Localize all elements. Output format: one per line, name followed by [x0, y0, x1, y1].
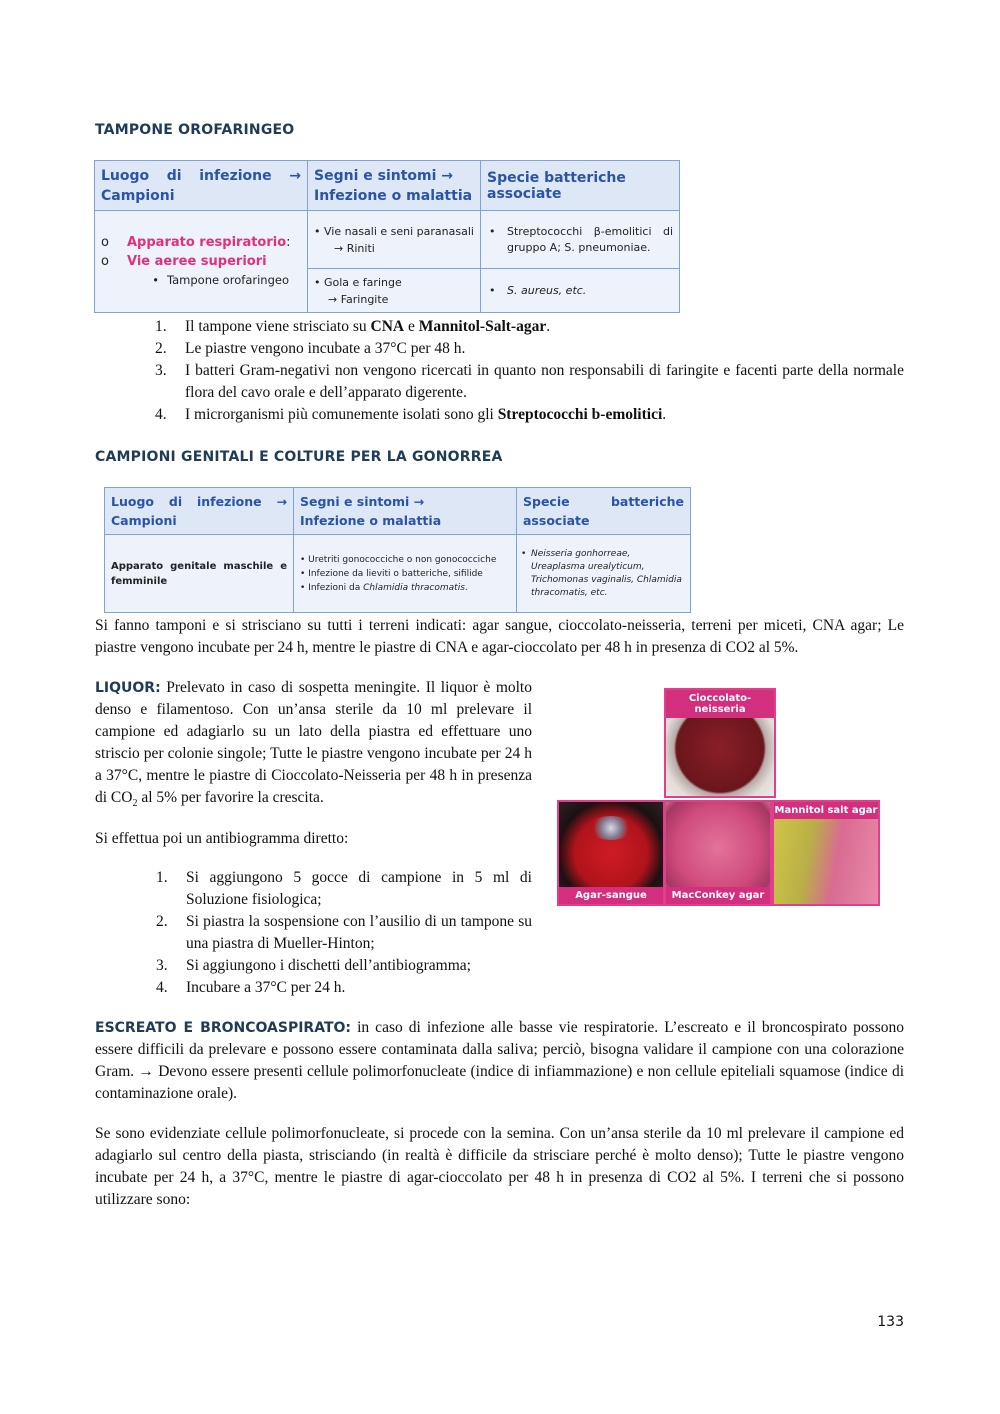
section-heading-genitali: CAMPIONI GENITALI E COLTURE PER LA GONORREA [95, 449, 503, 465]
list-item: 3. I batteri Gram-negativi non vengono ricercati in quanto non responsabili di faringite e facenti parte della normale flora del cavo orale e dell’apparato digerente. [155, 362, 904, 401]
table-header-luogo: Luogo di infezione → Campioni [95, 161, 308, 211]
plate-agar-sangue: Agar-sangue [557, 800, 665, 906]
list-item: 1. Si aggiungono 5 gocce di campione in 5 ml di Soluzione fisiologica; [156, 869, 532, 908]
table-header-luogo: Luogo di infezione → Campioni [105, 488, 294, 535]
table-header-segni: Segni e sintomi → Infezione o malattia [308, 161, 481, 211]
table-cell-species1: • Streptococchi β-emolitici di gruppo A; S. pneumoniae. [481, 211, 680, 269]
plate-macconkey: MacConkey agar [664, 800, 772, 906]
paragraph-semina: Se sono evidenziate cellule polimorfonucleate, si procede con la semina. Con un’ansa sterile da 10 ml prelevare il campione ed adagiarlo sul centro della piasta, strisciando (in realtà è difficile da strisciare perché è molto denso); Tutte le piastre vengono incubate per 24 h, a 37°C, mentre le piastre di agar-cioccolato per 48 h in presenza di CO2 al 5%. I terreni che si possono utilizzare sono: [95, 1125, 904, 1208]
steps-list-tampone [155, 316, 904, 426]
section-heading-tampone: TAMPONE OROFARINGEO [95, 122, 295, 138]
plate-mannitol-salt: Mannitol salt agar [772, 800, 880, 906]
paragraph-antibiogramma-intro: Si effettua poi un antibiogramma diretto: [95, 830, 349, 847]
list-item: 4. Incubare a 37°C per 24 h. [156, 979, 346, 996]
section-heading-liquor: LIQUOR: [95, 680, 161, 696]
table-header-specie: Specie batteriche associate [481, 161, 680, 211]
paragraph-escreato: ESCREATO E BRONCOASPIRATO: in caso di infezione alle basse vie respiratorie. L’escreato e il broncospirato possono essere difficili da prelevare e possono essere contaminata dalla saliva; perciò, bisogna validare il campione con una colorazione Gram. → Devono essere presenti cellule polimorfonucleate (indice di infiammazione) e non cellule epiteliali squamose (indice di contaminazione orale). [95, 1019, 904, 1102]
table-orofaringeo [94, 160, 680, 313]
table-header-segni: Segni e sintomi → Infezione o malattia [294, 488, 517, 535]
list-item: 2. Le piastre vengono incubate a 37°C per 48 h. [155, 340, 466, 357]
plate-cioccolato-neisseria: Cioccolato-neisseria [664, 688, 776, 798]
page-number: 133 [877, 1314, 904, 1330]
table-cell-species: • Neisseria gonhorreae, Ureaplasma urealyticum, Trichomonas vaginalis, Chlamidia thracomatis, etc. [517, 535, 691, 613]
table-header-specie: Specie batteriche associate [517, 488, 691, 535]
table-cell-signs: • Uretriti gonococciche o non gonococciche • Infezione da lieviti o batteriche, sifilide • Infezioni da Chlamidia thracomatis. [294, 535, 517, 613]
list-item: 4. I microrganismi più comunemente isolati sono gli Streptococchi b-emolitici. [155, 406, 667, 423]
table-cell-sign2: • Gola e faringe → Faringite [308, 269, 481, 313]
list-item: 1. Il tampone viene strisciato su CNA e Mannitol-Salt-agar. [155, 318, 551, 335]
table-cell-species2: • S. aureus, etc. [481, 269, 680, 313]
paragraph-genitali: Si fanno tamponi e si strisciano su tutti i terreni indicati: agar sangue, cioccolato-neisseria, terreni per miceti, CNA agar; Le piastre vengono incubate per 24 h, mentre le piastre di CNA e agar-cioccolato per 48 h in presenza di CO2 al 5%. [95, 617, 904, 656]
table-genitali [104, 487, 691, 613]
list-item: 3. Si aggiungono i dischetti dell’antibiogramma; [156, 957, 471, 974]
table-cell-site: o Apparato respiratorio: o Vie aeree superiori • Tampone orofaringeo [95, 211, 308, 313]
section-heading-escreato: ESCREATO E BRONCOASPIRATO: [95, 1020, 351, 1036]
table-cell-site: Apparato genitale maschile e femminile [105, 535, 294, 613]
table-cell-sign1: • Vie nasali e seni paranasali → Riniti [308, 211, 481, 269]
steps-list-antibiogramma [156, 867, 532, 999]
paragraph-liquor: LIQUOR: Prelevato in caso di sospetta meningite. Il liquor è molto denso e filamentoso. Con un’ansa sterile da 10 ml prelevare il campione ed adagiarlo su un lato della piastra ed effettuare uno striscio per colonie singole; Tutte le piastre vengono incubate per 24 h a 37°C, mentre le piastre di Cioccolato-Neisseria per 48 h in presenza di $CO_2$ al 5% per favorire la crescita. [95, 679, 532, 810]
list-item: 2. Si piastra la sospensione con l’ausilio di un tampone su una piastra di Mueller-Hinton; [156, 913, 532, 952]
